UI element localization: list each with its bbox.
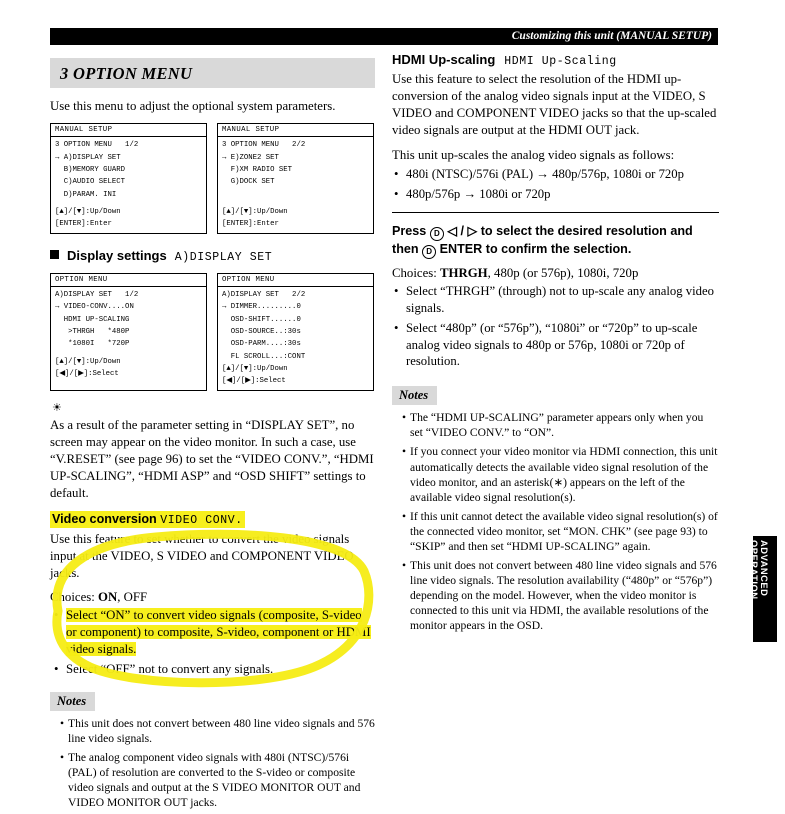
press-instruction <box>392 223 719 259</box>
subhead-display-settings <box>50 248 375 264</box>
lcd-line: D)PARAM. INI <box>55 190 117 199</box>
hdmi-choice-bullets <box>392 283 719 370</box>
section-intro: Use this menu to adjust the optional system parameters. <box>50 99 336 113</box>
lcd-line: OSD-SHIFT......0 <box>222 315 301 324</box>
lcd-title: OPTION MENU <box>51 274 206 287</box>
list-item <box>402 558 719 633</box>
note-text: If this unit cannot detect the available video signal resolution(s) of the connected video monitor, set “MON. CHK” (see page 93) to “SKIP” and then set “HDMI UP-SCALING” again. <box>410 509 718 553</box>
bullet-icon: • <box>394 186 399 201</box>
lcd-line: >THRGH *480P <box>55 327 130 336</box>
video-conversion-title: Video conversion <box>52 511 157 526</box>
section-title-band <box>50 58 375 88</box>
video-conversion-block <box>50 510 375 678</box>
choices-rest: , OFF <box>117 589 148 604</box>
bullet-icon: • <box>402 411 407 425</box>
note-text: The analog component video signals with 480i (NTSC)/576i (PAL) of resolution are converted to the S-video or composite video signals and output at the S VIDEO MONITOR OUT and VIDEO MONITOR OUT jacks. <box>68 750 361 810</box>
note-text: The “HDMI UP-SCALING” parameter appears only when you set “VIDEO CONV.” to “ON”. <box>410 411 704 440</box>
lcd-line-blank <box>218 191 373 203</box>
key-d-icon: D <box>430 227 444 241</box>
list-item-text: Select “ON” to convert video signals (composite, S-video or component) to composite, S-video, component or HDMI video signals. <box>66 607 371 657</box>
lcd-line: → E)ZONE2 SET <box>222 153 279 162</box>
running-header: Customizing this unit (MANUAL SETUP) <box>50 28 718 45</box>
bullet-icon: • <box>394 320 399 335</box>
tip-star-icon: ☀ <box>52 401 63 414</box>
lcd-panel <box>217 123 374 234</box>
section-thumb-tab <box>749 536 777 642</box>
video-conversion-body: Use this feature to set whether to convert the video signals input at the VIDEO, S VIDEO and COMPONENT VIDEO jacks. <box>50 531 354 580</box>
bullet-icon: • <box>54 607 59 622</box>
lcd-line: → VIDEO-CONV....ON <box>55 303 134 312</box>
bullet-icon: • <box>54 661 59 676</box>
list-item-text: 480p/576p → 1080i or 720p <box>406 186 551 201</box>
list-item-text: Select “OFF” not to convert any signals. <box>66 661 274 676</box>
lcd-line: → A)DISPLAY SET <box>55 153 121 162</box>
list-item <box>60 750 375 810</box>
lcd-heading: A)DISPLAY SET 1/2 <box>55 290 139 299</box>
lcd-panel <box>217 273 374 391</box>
square-bullet-icon <box>50 250 59 259</box>
lcd-footer-line: [◀]/[▶]:Select <box>55 369 119 378</box>
tip-text: As a result of the parameter setting in “DISPLAY SET”, no screen may appear on the video monitor. In such a case, use “V.RESET” (see page 96) to set the “VIDEO CONV.”, “HDMI UP-SCALING”, “HDMI ASP” and “OSD SHIFT” settings to default. <box>50 417 374 500</box>
list-item <box>54 661 375 678</box>
note-text: If you connect your video monitor via HDMI connection, this unit automatically detects the available video signal resolution of the video monitor, and an asterisk(∗) appears on the left of the available video signal resolution(s). <box>410 445 718 504</box>
lcd-line: → DIMMER.........0 <box>222 303 301 312</box>
lcd-line: OSD-PARM....:30s <box>222 340 301 349</box>
notes-badge: Notes <box>50 692 95 711</box>
lcd-line: FL SCROLL...:CONT <box>222 352 306 361</box>
lcd-footer-line: [ENTER]:Enter <box>222 219 279 228</box>
lcd-footer-line: [▲]/[▼]:Up/Down <box>222 364 288 373</box>
side-tab-line-2: OPERATION <box>749 540 760 600</box>
hdmi-upscaling-heading <box>392 52 719 68</box>
subhead-param: A)DISPLAY SET <box>174 250 273 264</box>
bullet-icon: • <box>402 558 407 572</box>
side-tab-line-1: ADVANCED <box>759 540 770 597</box>
hdmi-body-1: Use this feature to select the resolution of the HDMI up-conversion of the analog video signals input at the VIDEO, S VIDEO and COMPONENT VIDEO jacks so that the up-scaled video signals are output at the HDMI OUT jack. <box>392 72 717 138</box>
bullet-icon: • <box>402 445 407 459</box>
hdmi-body-2: This unit up-scales the analog video signals as follows: <box>392 148 675 163</box>
lcd-screens-display-set <box>50 273 375 391</box>
list-item <box>394 283 719 317</box>
video-conversion-choices <box>50 590 375 605</box>
lcd-line: HDMI UP-SCALING <box>55 315 130 324</box>
lcd-title: MANUAL SETUP <box>218 124 373 137</box>
lcd-footer-line: [▲]/[▼]:Up/Down <box>55 357 121 366</box>
hdmi-choices <box>392 266 719 281</box>
press-mid: ◁ / ▷ to select the desired resolution and then <box>392 223 693 256</box>
list-item <box>402 444 719 504</box>
list-item-text: Select “480p” (or “576p”), “1080i” or “720p” to up-scale analog video signals to 480p or 576p, 1080i or 720p of resolution. <box>406 320 698 369</box>
lcd-heading: 3 OPTION MENU 1/2 <box>55 141 139 150</box>
lcd-line: F)XM RADIO SET <box>222 166 293 174</box>
choices-label: Choices: <box>50 589 95 604</box>
choices-rest: , 480p (or 576p), 1080i, 720p <box>487 265 639 280</box>
left-notes-list <box>50 716 375 810</box>
list-item <box>394 320 719 371</box>
hdmi-upscale-list <box>392 166 719 203</box>
lcd-line: *1080I *720P <box>55 340 130 349</box>
lcd-line: B)MEMORY GUARD <box>55 166 126 174</box>
lcd-title: OPTION MENU <box>218 274 373 287</box>
lcd-panel <box>50 123 207 234</box>
notes-badge: Notes <box>392 386 437 405</box>
divider <box>392 212 719 213</box>
lcd-panel <box>50 273 207 391</box>
choices-label: Choices: <box>392 265 437 280</box>
list-item <box>402 410 719 440</box>
bullet-icon: • <box>402 509 407 523</box>
press-word: Press <box>392 223 427 238</box>
note-text: This unit does not convert between 480 line video signals and 576 line video signals. <box>68 716 375 745</box>
lcd-title: MANUAL SETUP <box>51 124 206 137</box>
lcd-footer-line: [▲]/[▼]:Up/Down <box>222 207 288 216</box>
lcd-line: OSD-SOURCE..:30s <box>222 327 301 336</box>
list-item <box>60 716 375 746</box>
lcd-line: C)AUDIO SELECT <box>55 178 126 187</box>
hdmi-upscaling-title: HDMI Up-scaling <box>392 52 496 67</box>
right-notes-list <box>392 410 719 633</box>
left-column <box>50 58 375 814</box>
note-text: This unit does not convert between 480 line video signals and 576 line video signals. The resolution availability (“480p” or “576p”) depending on the model. However, when the video monitor is connected to this unit via HDMI, the available resolutions of the monitor appears in the OSD. <box>410 558 717 633</box>
lcd-heading: A)DISPLAY SET 2/2 <box>222 290 306 299</box>
choices-default: ON <box>98 589 118 604</box>
video-conversion-param: VIDEO CONV. <box>160 513 243 527</box>
bullet-icon: • <box>60 750 65 764</box>
list-item-text: Select “THRGH” (through) not to up-scale any analog video signals. <box>406 283 714 315</box>
lcd-heading: 3 OPTION MENU 2/2 <box>222 141 306 150</box>
press-end: ENTER to confirm the selection. <box>439 241 632 256</box>
page-title: 3 OPTION MENU <box>60 64 193 83</box>
lcd-line: G)DOCK SET <box>222 178 275 187</box>
lcd-screens-option-menu <box>50 123 375 234</box>
lcd-footer-line: [◀]/[▶]:Select <box>222 377 286 386</box>
bullet-icon: • <box>60 716 65 730</box>
list-item <box>394 186 719 203</box>
lcd-footer-line: [ENTER]:Enter <box>55 220 112 229</box>
video-conversion-bullet-list <box>50 607 375 678</box>
hdmi-upscaling-param: HDMI Up-Scaling <box>504 55 617 68</box>
right-column <box>392 52 719 637</box>
list-item <box>402 509 719 554</box>
subhead-label: Display settings <box>67 247 167 263</box>
bullet-icon: • <box>394 167 399 182</box>
list-item <box>54 607 375 659</box>
list-item <box>394 166 719 183</box>
choices-default: THRGH <box>440 265 488 280</box>
bullet-icon: • <box>394 283 399 298</box>
key-d-icon: D <box>422 245 436 259</box>
video-conversion-heading <box>50 511 245 528</box>
list-item-text: 480i (NTSC)/576i (PAL) → 480p/576p, 1080i or 720p <box>406 167 684 182</box>
lcd-footer-line: [▲]/[▼]:Up/Down <box>55 207 121 216</box>
